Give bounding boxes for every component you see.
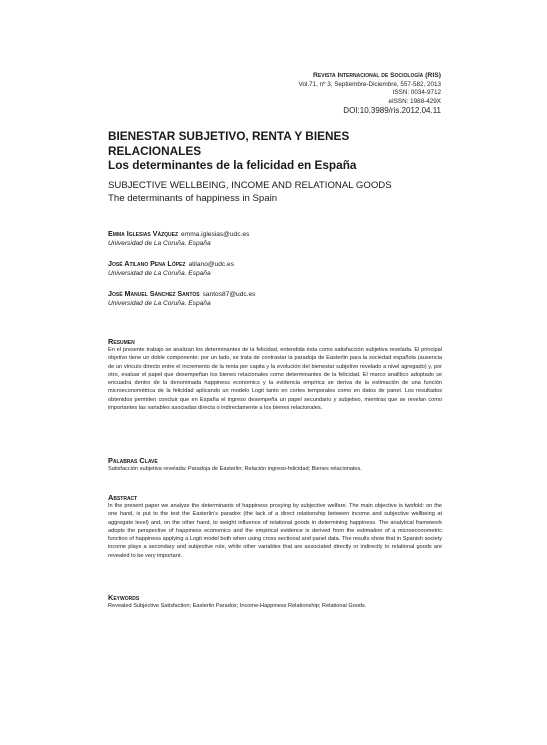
resumen-text: En el presente trabajo se analizan los determinantes de la felicidad, entendida ésta como satisfacción subjetiva revelada. El principal objetivo tiene un doble componente: por un lado, se trata de contrastar la paradoja de Easterlin para la sociedad española (ausencia de un vínculo directo entre el incremento de la renta per capita y la evolución del bienestar subjetivo revelado a nivel agregado) y, por otro, evaluar el papel que desempeñan los bienes relacionales como determinantes de la felicidad. El marco analítico adoptado se encuadra dentro de la denominada happiness economics y la evidencia empírica se deriva de la estimación de una función microeconométrica de la felicidad aplicando un modelo Logit tanto en cortes temporales como en datos de panel. Los resultados obtenidos permiten concluir que en España el ingreso desempeña un papel secundario y subjetivo, mientras que se revelan como importantes las variables asociadas directa o indirectamente a los bienes relacionales. bbox=[108, 347, 442, 412]
author-2 bbox=[108, 259, 442, 278]
author-email[interactable]: atilano@udc.es bbox=[188, 260, 234, 268]
keywords-text: Revealed Subjective Satisfaction; Easterlin Paradox; Income-Happiness Relationship; Relational Goods. bbox=[108, 603, 367, 609]
author-affiliation: Universidad de La Coruña. España bbox=[108, 270, 211, 278]
journal-name: Revista Internacional de Sociología (RIS) bbox=[313, 72, 441, 79]
author-name: Emma Iglesias Vázquez bbox=[108, 229, 179, 238]
journal-header bbox=[181, 72, 441, 116]
journal-doi: DOI:10.3989/ris.2012.04.11 bbox=[343, 106, 441, 116]
palabras-clave-section bbox=[108, 456, 442, 473]
author-3 bbox=[108, 289, 442, 308]
journal-issn: ISSN: 0034-9712 bbox=[392, 89, 441, 97]
title-english: SUBJECTIVE WELLBEING, INCOME AND RELATIONAL GOODS bbox=[108, 180, 392, 191]
title-spanish: BIENESTAR SUBJETIVO, RENTA Y BIENES RELACIONALES bbox=[108, 129, 350, 158]
author-email[interactable]: emma.iglesias@udc.es bbox=[181, 231, 250, 238]
journal-eissn: eISSN: 1988-429X bbox=[388, 97, 441, 105]
author-affiliation: Universidad de La Coruña. España bbox=[108, 300, 211, 308]
author-1 bbox=[108, 229, 442, 248]
subtitle-spanish: Los determinantes de la felicidad en España bbox=[108, 158, 357, 172]
author-list bbox=[108, 229, 442, 319]
author-affiliation: Universidad de La Coruña. España bbox=[108, 240, 211, 248]
english-title-block bbox=[108, 180, 442, 205]
palabras-clave-text: Satisfacción subjetiva revelada; Paradoja de Easterlin; Relación ingreso-felicidad; Bienes relacionales. bbox=[108, 466, 362, 472]
author-name: José Atilano Pena López bbox=[108, 258, 186, 268]
spanish-title-block bbox=[108, 129, 442, 173]
palabras-clave-heading: Palabras Clave bbox=[108, 456, 158, 465]
author-name: José Manuel Sánchez Santos bbox=[108, 288, 200, 298]
resumen-section bbox=[108, 337, 442, 412]
abstract-text: In the present paper we analyze the determinants of happiness proxying by subjective welfare. The main objective is twofold: on the one hand, is put to the test the Easterlin's paradox (the lack of a direct relationship between income and subjective wellbeing at aggregate level) and, on the other hand, to weight influence of relational goods in determining happiness. The analytical framework adopts the perspective of happiness economics and the empirical evidence is derived from the estimation of a microeconometric function of happiness applying a Logit model both when using cross sectional and panel data. The results show that in Spanish society income plays a secondary and subjective role, while other variables that are associated directly or indirectly to relational goods are revealed to be very important. bbox=[108, 503, 442, 559]
subtitle-english: The determinants of happiness in Spain bbox=[108, 192, 278, 204]
abstract-heading: Abstract bbox=[108, 493, 138, 502]
keywords-section bbox=[108, 593, 442, 610]
abstract-section bbox=[108, 493, 442, 560]
journal-volume: Vol.71, nº 3, Septiembre-Diciembre, 557-582, 2013 bbox=[298, 80, 441, 88]
keywords-heading: Keywords bbox=[108, 593, 140, 602]
resumen-heading: Resumen bbox=[108, 337, 135, 346]
author-email[interactable]: santos87@udc.es bbox=[202, 290, 256, 298]
